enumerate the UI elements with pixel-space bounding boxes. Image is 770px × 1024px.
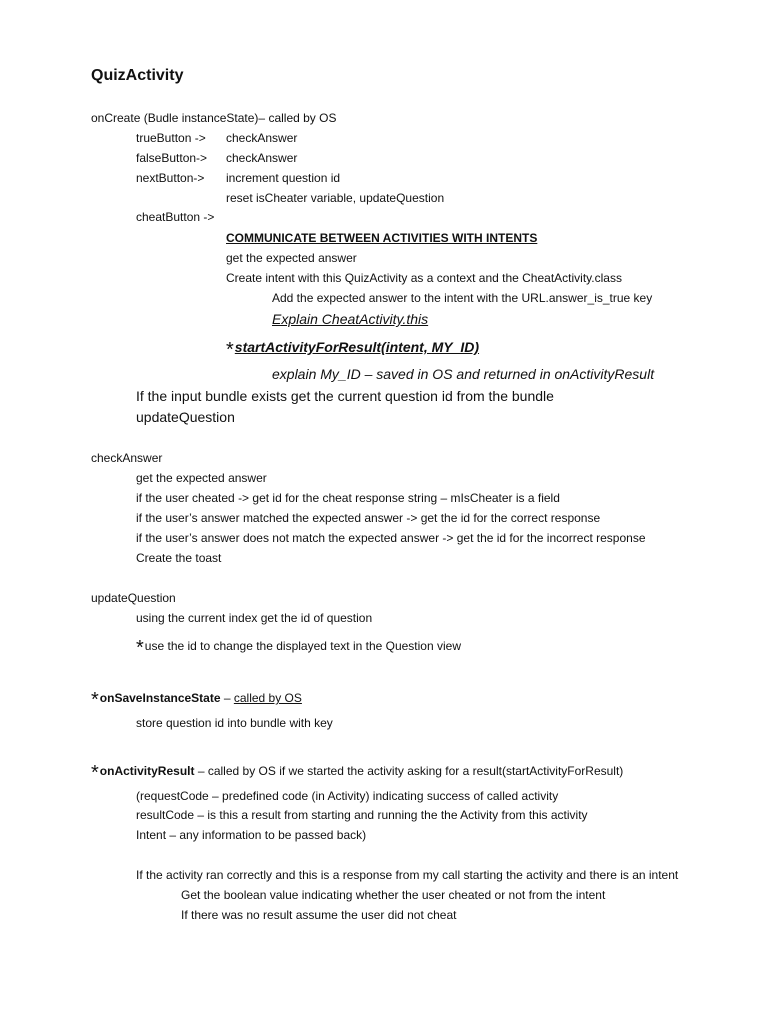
onsave-heading [91, 689, 302, 711]
onsave-line: store question id into bundle with key [136, 716, 333, 730]
onresult-line: Intent – any information to be passed back) [136, 828, 367, 842]
onsave-dash: – [220, 691, 234, 705]
updatequestion-line: using the current index get the id of question [136, 611, 373, 625]
explain-id-line: explain My_ID – saved in OS and returned in onActivityResult [272, 366, 655, 382]
onresult-if-line: If the activity ran correctly and this is a response from my call starting the activity and there is an intent [136, 868, 679, 882]
star-marker: * [91, 689, 99, 711]
bundle-line: If the input bundle exists get the current question id from the bundle [136, 388, 554, 404]
checkanswer-line: get the expected answer [136, 471, 267, 485]
true-button-desc: checkAnswer [226, 131, 298, 145]
update-question-call: updateQuestion [136, 409, 235, 425]
star-marker: * [136, 637, 144, 659]
updatequestion-line-2: use the id to change the displayed text in the Question view [144, 639, 461, 653]
onresult-name: onActivityResult [99, 764, 195, 778]
star-marker: * [91, 762, 99, 784]
next-button-desc: increment question id [226, 171, 341, 185]
onresult-heading [91, 762, 624, 784]
onresult-sub-line: Get the boolean value indicating whether the user cheated or not from the intent [181, 888, 606, 902]
updatequestion-heading: updateQuestion [91, 591, 176, 605]
false-button-label: falseButton-> [136, 151, 208, 165]
cheat-button-label: cheatButton -> [136, 210, 215, 224]
start-activity-text: startActivityForResult(intent, MY_ID) [234, 339, 480, 355]
intents-section-heading: COMMUNICATE BETWEEN ACTIVITIES WITH INTENTS [226, 231, 538, 245]
start-activity-line [226, 338, 480, 361]
create-intent-line: Create intent with this QuizActivity as a context and the CheatActivity.class [226, 271, 622, 285]
next-button-desc-2: reset isCheater variable, updateQuestion [226, 191, 445, 205]
get-expected-line: get the expected answer [226, 251, 357, 265]
star-marker: * [226, 339, 234, 361]
oncreate-heading: onCreate (Budle instanceState)– called by OS [91, 111, 337, 125]
page-title: QuizActivity [91, 67, 184, 84]
onsave-name: onSaveInstanceState [99, 691, 221, 705]
onresult-rest: – called by OS if we started the activity asking for a result(startActivityForResult) [194, 764, 624, 778]
checkanswer-line: Create the toast [136, 551, 222, 565]
false-button-desc: checkAnswer [226, 151, 298, 165]
onsave-called: called by OS [233, 691, 302, 705]
updatequestion-star-line [136, 637, 461, 659]
checkanswer-line: if the user’s answer does not match the expected answer -> get the id for the incorrect response [136, 531, 646, 545]
onresult-sub-line: If there was no result assume the user did not cheat [181, 908, 457, 922]
checkanswer-line: if the user cheated -> get id for the cheat response string – mIsCheater is a field [136, 491, 560, 505]
next-button-label: nextButton-> [136, 171, 205, 185]
true-button-label: trueButton -> [136, 131, 206, 145]
checkanswer-heading: checkAnswer [91, 451, 163, 465]
onresult-line: resultCode – is this a result from starting and running the the Activity from this activity [136, 808, 588, 822]
onresult-line: (requestCode – predefined code (in Activity) indicating success of called activity [136, 789, 559, 803]
add-expected-line: Add the expected answer to the intent with the URL.answer_is_true key [272, 291, 653, 305]
explain-this-line: Explain CheatActivity.this [272, 311, 429, 327]
checkanswer-line: if the user’s answer matched the expected answer -> get the id for the correct response [136, 511, 601, 525]
